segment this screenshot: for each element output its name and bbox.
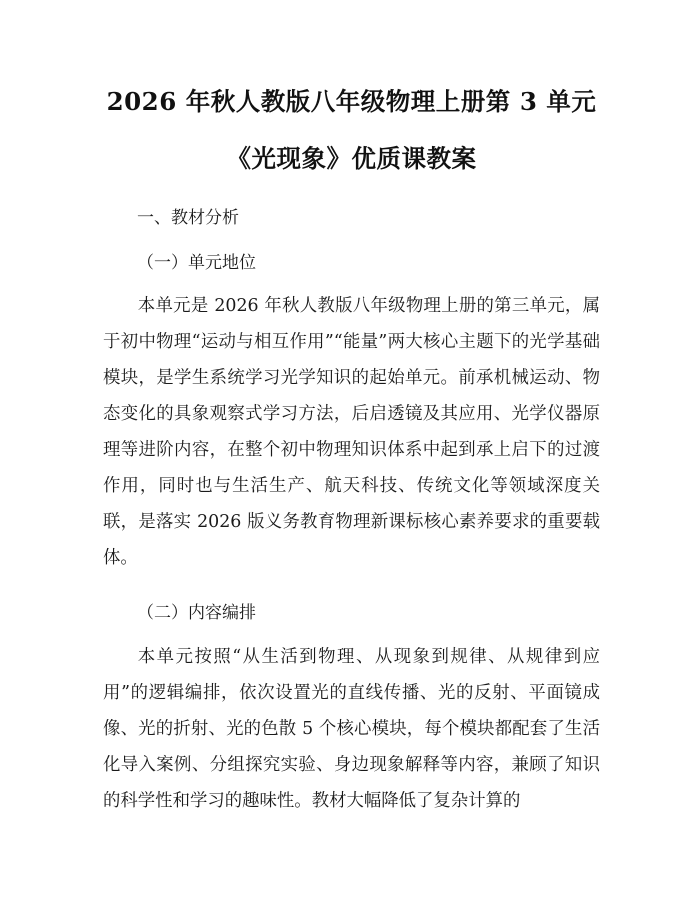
document-title-line-2: 《光现象》优质课教案 — [226, 144, 477, 173]
section-heading-textbook-analysis: 一、教材分析 — [137, 208, 239, 228]
subsection-heading-content-arrangement: （二）内容编排 — [137, 603, 256, 623]
document-title-line-1: 2026 年秋人教版八年级物理上册第 3 单元 — [106, 87, 597, 116]
paragraph-unit-position: 本单元是 2026 年秋人教版八年级物理上册的第三单元，属于初中物理“运动与相互作用”“能量”两大核心主题下的光学基础模块，是学生系统学习光学知识的起始单元。前承机械运动、物态变化的具象观察式学习方法，后启透镜及其应用、光学仪器原理等进阶内容，在整个初中物理知识体系中起到承上启下的过渡作用，同时也与生活生产、航天科技、传统文化等领域深度关联，是落实 2026 版义务教育物理新课标核心素养要求的重要载体。 — [103, 296, 600, 568]
subsection-heading-unit-position: （一）单元地位 — [137, 253, 256, 273]
paragraph-content-arrangement: 本单元按照“从生活到物理、从现象到规律、从规律到应用”的逻辑编排，依次设置光的直线传播、光的反射、平面镜成像、光的折射、光的色散 5 个核心模块，每个模块都配套了生活化导入案例、分组探究实验、身边现象解释等内容，兼顾了知识的科学性和学习的趣味性。教材大幅降低了复杂计算的 — [103, 647, 600, 811]
